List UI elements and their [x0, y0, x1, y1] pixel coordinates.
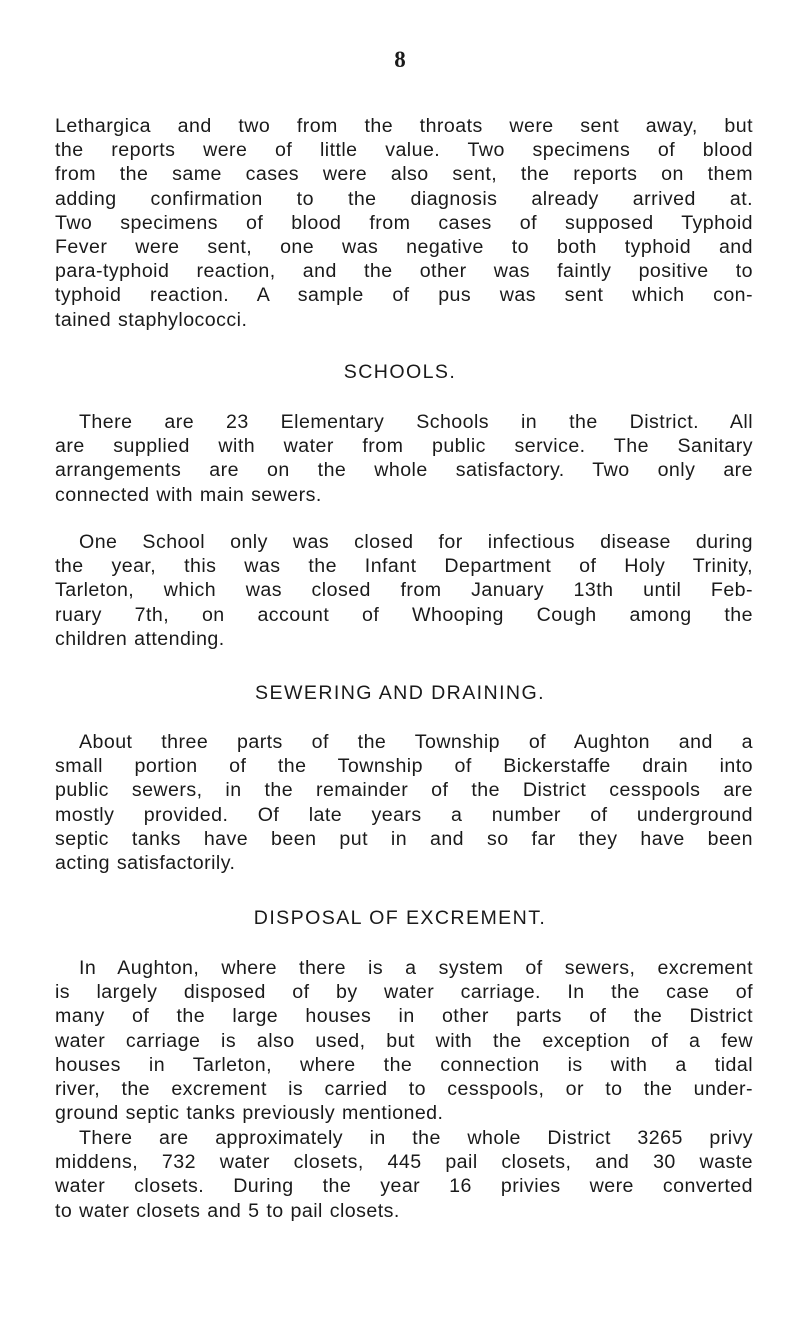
text-line: water closets. During the year 16 privies were converted — [55, 1175, 753, 1198]
text-line: arrangements are on the whole satisfactory. Two only are — [55, 459, 753, 482]
text-line: Two specimens of blood from cases of supposed Typhoid — [55, 211, 753, 234]
text-line: from the same cases were also sent, the reports on them — [55, 163, 753, 186]
text-line: One School only was closed for infectious disease during — [79, 531, 753, 553]
text-line: many of the large houses in other parts of the District — [55, 1005, 753, 1028]
text-line: water carriage is also used, but with the exception of a few — [55, 1029, 753, 1052]
sewering-paragraph — [55, 730, 753, 875]
text-line: the year, this was the Infant Department of Holy Trinity, — [55, 555, 753, 578]
text-line: para-typhoid reaction, and the other was faintly positive to — [55, 260, 753, 283]
text-line: small portion of the Township of Bickerstaffe drain into — [55, 755, 753, 778]
text-line: the reports were of little value. Two specimens of blood — [55, 139, 753, 162]
text-line: children attending. — [55, 627, 225, 650]
page-number: 8 — [394, 47, 406, 72]
text-line: are supplied with water from public service. The Sanitary — [55, 435, 753, 458]
text-line: septic tanks have been put in and so far they have been — [55, 827, 753, 850]
intro-paragraph — [55, 114, 753, 332]
text-line: connected with main sewers. — [55, 483, 322, 506]
text-line: Tarleton, which was closed from January 13th until Feb- — [55, 579, 753, 602]
text-line: Lethargica and two from the throats were sent away, but — [55, 115, 753, 137]
text-line: About three parts of the Township of Aughton and a — [79, 731, 753, 753]
text-line: public sewers, in the remainder of the District cesspools are — [55, 779, 753, 802]
text-line: acting satisfactorily. — [55, 852, 236, 875]
schools-paragraph-2 — [55, 530, 753, 651]
disposal-paragraph-2 — [55, 1126, 753, 1223]
heading-schools: SCHOOLS. — [343, 361, 457, 383]
text-line: There are 23 Elementary Schools in the District. All — [79, 411, 753, 433]
text-line: river, the excrement is carried to cesspools, or to the under- — [55, 1078, 753, 1101]
text-line: Fever were sent, one was negative to both typhoid and — [55, 236, 753, 259]
heading-sewering: SEWERING AND DRAINING. — [255, 682, 545, 704]
schools-paragraph-1 — [55, 410, 753, 507]
text-line: middens, 732 water closets, 445 pail closets, and 30 waste — [55, 1151, 753, 1174]
text-line: ruary 7th, on account of Whooping Cough among the — [55, 603, 753, 626]
text-line: to water closets and 5 to pail closets. — [55, 1199, 400, 1222]
text-line: ground septic tanks previously mentioned. — [55, 1102, 444, 1125]
heading-disposal: DISPOSAL OF EXCREMENT. — [253, 907, 547, 929]
text-line: typhoid reaction. A sample of pus was sent which con- — [55, 284, 753, 307]
text-line: adding confirmation to the diagnosis already arrived at. — [55, 187, 753, 210]
text-line: In Aughton, where there is a system of sewers, excrement — [79, 957, 753, 979]
text-line: There are approximately in the whole District 3265 privy — [79, 1127, 753, 1149]
text-line: tained staphylococci. — [55, 308, 248, 331]
text-line: is largely disposed of by water carriage. In the case of — [55, 981, 753, 1004]
text-line: houses in Tarleton, where the connection is with a tidal — [55, 1053, 753, 1076]
text-line: mostly provided. Of late years a number of underground — [55, 803, 753, 826]
disposal-paragraph-1 — [55, 956, 753, 1125]
